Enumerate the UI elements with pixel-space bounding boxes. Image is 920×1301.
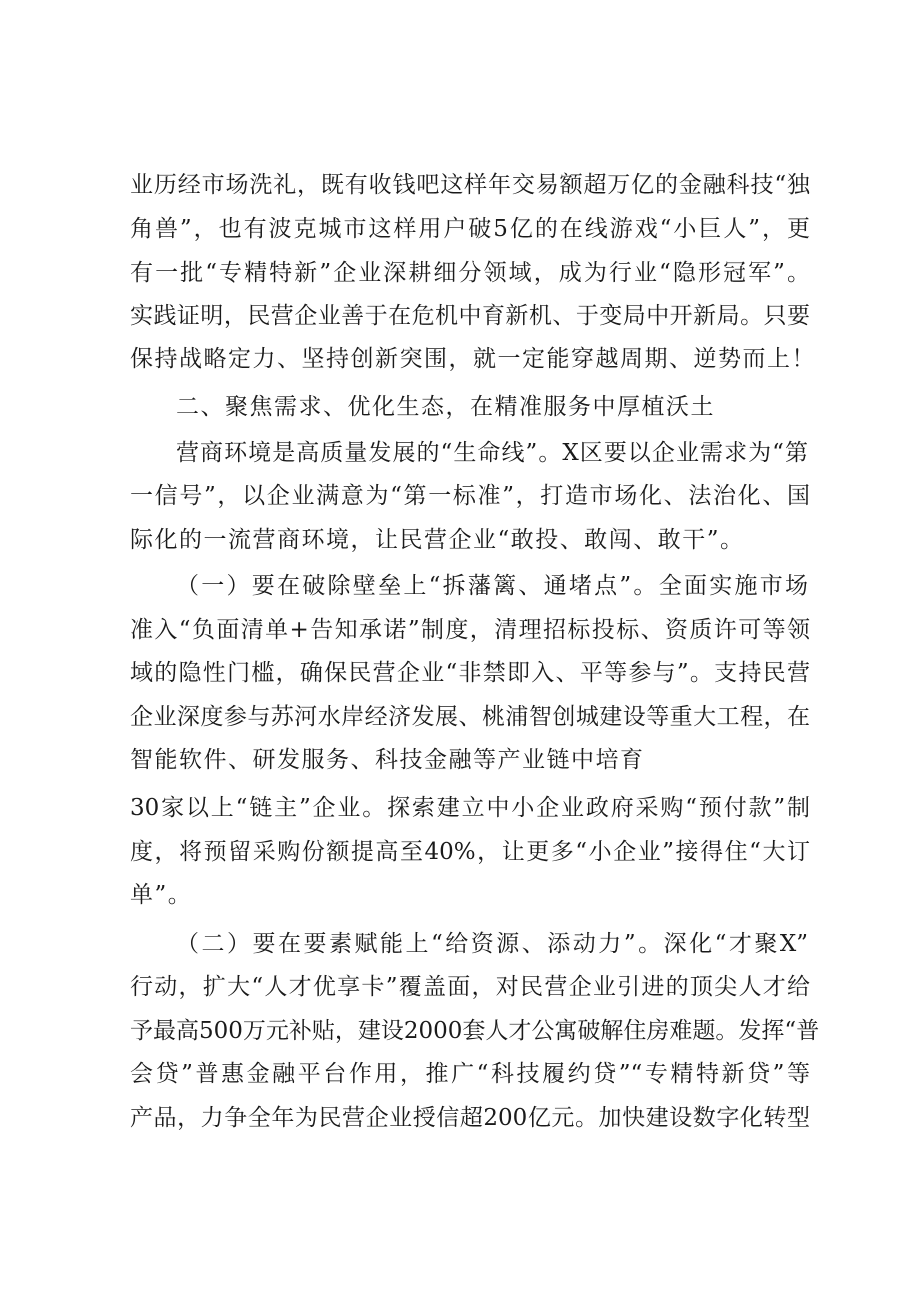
paragraph-first-line: 营商环境是高质量发展的“生命线”。X区要以企业需求为“第 [176,440,808,466]
subsection-first-line: （一）要在破除壁垒上“拆藩篱、通堵点”。全面实施市场 [176,573,808,599]
body-text-line: 度，将预留采购份额提高至40%，让更多“小企业”接得住“大订 [130,839,810,865]
body-text-line: 行动，扩大“人才优享卡”覆盖面，对民营企业引进的顶尖人才给 [130,974,810,1000]
subsection-first-line: （二）要在要素赋能上“给资源、添动力”。深化“才聚X” [176,931,808,957]
body-text-line: 产品，力争全年为民营企业授信超200亿元。加快建设数字化转型 [130,1105,810,1131]
body-text-line: 域的隐性门槛，确保民营企业“非禁即入、平等参与”。支持民营 [130,660,810,686]
body-text-line: 30家以上“链主”企业。探索建立中小企业政府采购“预付款”制 [130,795,810,821]
body-text-line: 单”。 [130,882,193,908]
body-text-line: 角兽”，也有波克城市这样用户破5亿的在线游戏“小巨人”，更 [130,216,810,242]
body-text-line: 有一批“专精特新”企业深耕细分领域，成为行业“隐形冠军”。 [130,260,810,286]
body-text-line: 企业深度参与苏河水岸经济发展、桃浦智创城建设等重大工程，在 [130,704,810,730]
section-heading: 二、聚焦需求、优化生态，在精准服务中厚植沃土 [176,394,715,420]
body-text-line: 准入“负面清单+告知承诺”制度，清理招标投标、资质许可等领 [130,617,810,643]
body-text-line: 业历经市场洗礼，既有收钱吧这样年交易额超万亿的金融科技“独 [130,172,810,198]
body-text-line: 实践证明，民营企业善于在危机中育新机、于变局中开新局。只要 [130,303,810,329]
body-text-line: 际化的一流营商环境，让民营企业“敢投、敢闯、敢干”。 [130,527,745,553]
body-text-line: 智能软件、研发服务、科技金融等产业链中培育 [130,747,645,773]
body-text-line: 一信号”，以企业满意为“第一标准”，打造市场化、法治化、国 [130,483,810,509]
body-text-line: 会贷”普惠金融平台作用，推广“科技履约贷”“专精特新贷”等 [130,1061,810,1087]
body-text-line: 予最高500万元补贴，建设2000套人才公寓破解住房难题。发挥“普 [130,1018,820,1044]
body-text-line: 保持战略定力、坚持创新突围，就一定能穿越周期、逆势而上！ [130,346,816,372]
